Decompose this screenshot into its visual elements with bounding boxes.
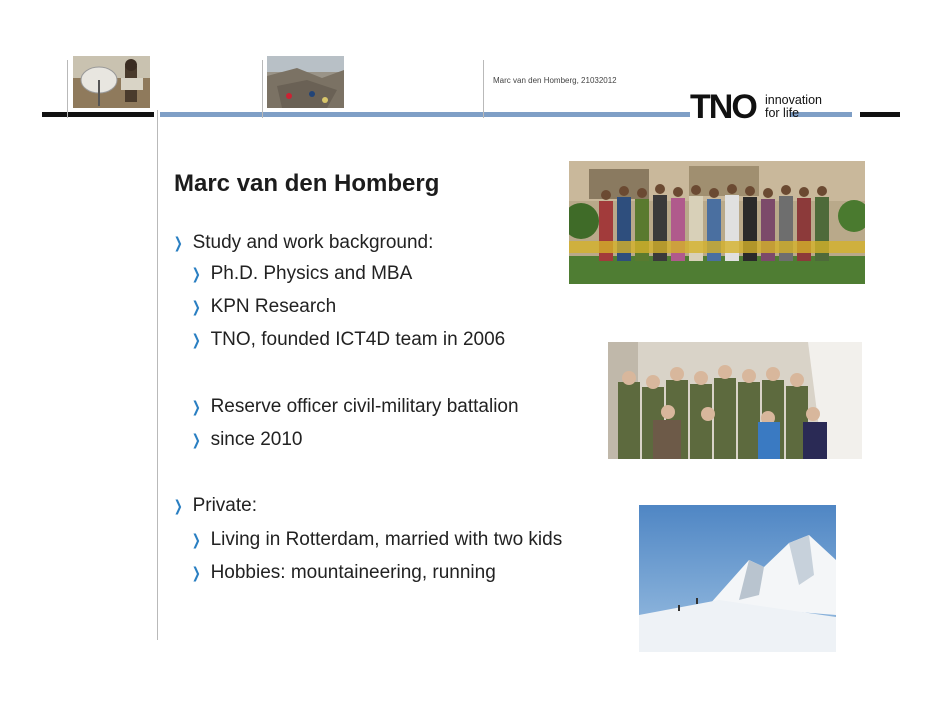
- header-bar-far-right: [860, 112, 900, 117]
- group-photo-outdoor: [569, 161, 865, 284]
- header-divider-1: [262, 60, 263, 118]
- bullet-item: [172, 232, 433, 255]
- logo-wordmark: TNO: [690, 88, 756, 126]
- bullet-item: [172, 495, 257, 518]
- bullet-text: TNO, founded ICT4D team in 2006: [210, 329, 506, 350]
- chevron-right-icon: ❯: [191, 399, 201, 416]
- chevron-right-icon: ❯: [173, 235, 183, 252]
- bullet-text: KPN Research: [210, 296, 337, 317]
- mountain-photo: [639, 505, 836, 652]
- chevron-right-icon: ❯: [191, 266, 201, 283]
- slide-title: Marc van den Homberg: [174, 170, 440, 197]
- left-vertical-divider: [157, 110, 158, 640]
- bullet-text: Hobbies: mountaineering, running: [210, 562, 496, 583]
- bullet-item: [190, 296, 336, 319]
- bullet-item: [190, 562, 496, 585]
- chevron-right-icon: ❯: [191, 565, 201, 582]
- bullet-item: [190, 396, 519, 419]
- chevron-right-icon: ❯: [191, 332, 201, 349]
- bullet-item: [190, 429, 302, 452]
- chevron-right-icon: ❯: [191, 432, 201, 449]
- bullet-item: [190, 329, 505, 352]
- header-bar-blue: [160, 112, 690, 117]
- bullet-text: Private:: [192, 495, 257, 516]
- earthquake-rubble-thumbnail: [267, 56, 344, 108]
- bullet-text: since 2010: [210, 429, 303, 450]
- bullet-text: Ph.D. Physics and MBA: [210, 263, 413, 284]
- logo-tagline: [765, 94, 822, 120]
- bullet-text: Living in Rotterdam, married with two kids: [210, 529, 563, 550]
- logo-tagline-line2: for life: [765, 106, 800, 120]
- header-bar-left: [42, 112, 154, 117]
- chevron-right-icon: ❯: [173, 498, 183, 515]
- bullet-text: Reserve officer civil-military battalion: [210, 396, 519, 417]
- satellite-dish-thumbnail: [73, 56, 150, 108]
- military-group-photo: [608, 342, 862, 459]
- header-divider-0: [67, 60, 68, 118]
- bullet-item: [190, 263, 412, 286]
- chevron-right-icon: ❯: [191, 532, 201, 549]
- header-caption: Marc van den Homberg, 21032012: [493, 76, 617, 85]
- logo-tagline-line1: innovation: [765, 93, 822, 107]
- bullet-text: Study and work background:: [192, 232, 434, 253]
- chevron-right-icon: ❯: [191, 299, 201, 316]
- bullet-item: [190, 529, 562, 552]
- tno-logo: [690, 90, 840, 124]
- header-divider-2: [483, 60, 484, 118]
